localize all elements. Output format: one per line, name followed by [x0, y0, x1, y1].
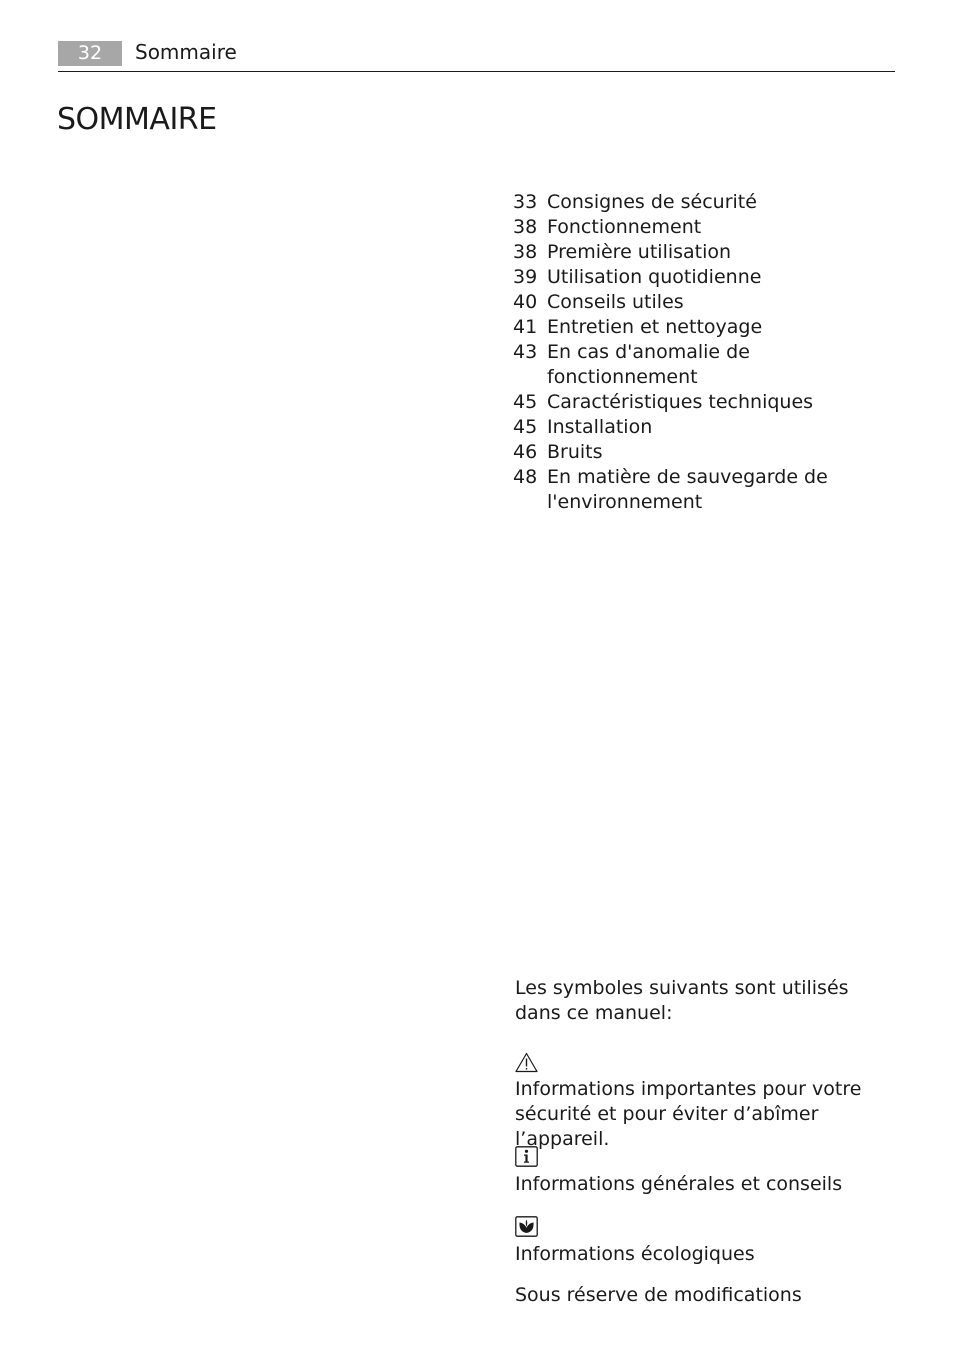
toc-page-number: 33: [513, 191, 538, 213]
eco-leaf-icon: [515, 1216, 538, 1237]
toc-entry[interactable]: [513, 240, 895, 265]
toc-entry[interactable]: [513, 315, 895, 340]
table-of-contents: [513, 190, 895, 515]
page-title: SOMMAIRE: [57, 102, 217, 137]
toc-label: Consignes de sécurité: [547, 191, 757, 213]
toc-entry[interactable]: [513, 290, 895, 315]
toc-entry[interactable]: [513, 265, 895, 290]
header-rule: [58, 71, 895, 72]
toc-label: Fonctionnement: [547, 216, 702, 238]
toc-label: Caractéristiques techniques: [547, 391, 814, 413]
warning-text: Informations importantes pour votre sécurité et pour éviter d’abîmer l’appareil.: [515, 1078, 862, 1150]
toc-entry[interactable]: [513, 415, 895, 440]
toc-entry[interactable]: [513, 465, 895, 515]
toc-entry[interactable]: [513, 190, 895, 215]
toc-label: Bruits: [547, 441, 603, 463]
symbols-legend: [515, 976, 900, 1306]
toc-page-number: 40: [513, 291, 538, 313]
toc-page-number: 43: [513, 341, 538, 363]
toc-label: En cas d'anomalie de fonctionnement: [547, 341, 750, 388]
warning-triangle-icon: [515, 1052, 538, 1073]
toc-page-number: 38: [513, 241, 538, 263]
toc-entry[interactable]: [513, 340, 895, 390]
toc-page-number: 46: [513, 441, 538, 463]
toc-entry[interactable]: [513, 390, 895, 415]
info-icon: [515, 1146, 538, 1167]
toc-label: Installation: [547, 416, 653, 438]
toc-label: Première utilisation: [547, 241, 732, 263]
info-text: Informations générales et conseils: [515, 1173, 843, 1195]
toc-page-number: 41: [513, 316, 538, 338]
toc-entry[interactable]: [513, 440, 895, 465]
toc-page-number: 48: [513, 466, 538, 488]
toc-page-number: 45: [513, 391, 538, 413]
running-head: Sommaire: [135, 40, 237, 64]
modifications-notice: Sous réserve de modifications: [515, 1284, 802, 1306]
toc-page-number: 39: [513, 266, 538, 288]
toc-label: Conseils utiles: [547, 291, 684, 313]
toc-label: Entretien et nettoyage: [547, 316, 763, 338]
page-number: 32: [58, 41, 122, 66]
toc-page-number: 45: [513, 416, 538, 438]
toc-label: Utilisation quotidienne: [547, 266, 762, 288]
toc-page-number: 38: [513, 216, 538, 238]
toc-label: En matière de sauvegarde de l'environnement: [547, 466, 828, 513]
eco-text: Informations écologiques: [515, 1243, 755, 1265]
symbols-intro: Les symboles suivants sont utilisés dans ce manuel:: [515, 977, 849, 1024]
toc-entry[interactable]: [513, 215, 895, 240]
